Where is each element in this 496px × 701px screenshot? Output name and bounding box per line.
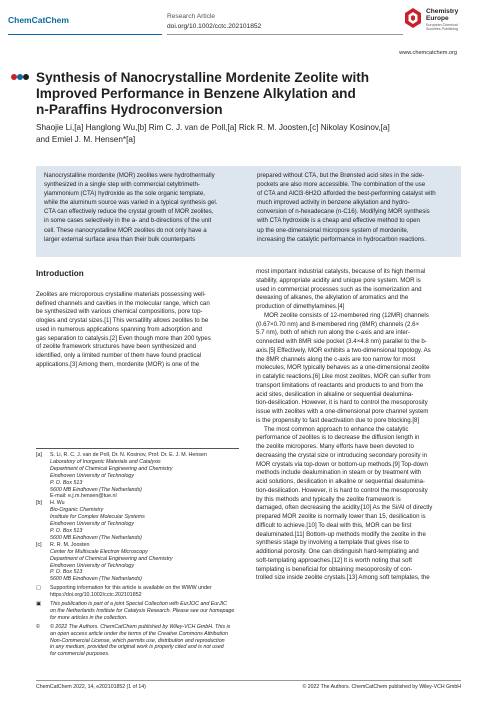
affiliation-c: [c] R. R. M. Joosten Center for Multiscale Electron Microscopy Department of Chemical Engineering and Chemistry Eindhoven University of Technology P. O. Box 513 5600 MB Eindhoven (The Netherlands) <box>36 541 173 583</box>
copyright-icon: © <box>36 623 40 630</box>
page-header <box>0 0 496 40</box>
footer-rule <box>36 680 461 681</box>
article-doi[interactable]: doi.org/10.1002/cctc.202101852 <box>167 23 262 30</box>
affiliation-a: [a] S. Li, R. C. J. van de Poll, Dr. N. Kosinov, Prof. Dr. E. J. M. Hensen Laboratory of Inorganic Materials and Catalysis Department of Chemical Engineering and Chemistry Eindhoven University of Technology P. O. Box 513 5600 MB Eindhoven (The Netherlands) E-mail: e.j.m.hensen@tue.nl <box>36 452 239 500</box>
intro-right-column: most important industrial catalysts, because of its high thermal stability, appropriate acidity and unique pore system. MOR is used in commercial processes such as the isomerization and dewaxing of alkanes, the alkylation of aromatics and the production of dimethylamines.[4] MOR zeolite consists of 12-membered ring (12MR) channels (0.67×0.70 nm) and 8-membered ring (8MR) channels (2.6× 5.7 nm), both of which run along the c-axis and are inter- connected with 8MR side pocket (3.4×4.8 nm) parallel to the b- axis.[5] Effectively, MOR exhibits a two-dimensional topology. As the 8MR channels along the c-axis are too narrow for most molecules, MOR typically behaves as a one-dimensional zeolite in catalytic reactions.[6] Like most zeolites, MOR can suffer from transport limitations of reactants and products to and from the acid sites, desilication in alkaline or sequential dealumina- tion-desilication. However, it is hard to control the mesoporosity issue with zeolites with a one-dimensional pore channel system is the propensity to fast deactivation due to pore blocking.[8] The most common approach to enhance the catalytic performance of zeolites is to decrease the diffusion length in the zeolite micropores. Many efforts have been devoted to decreasing the crystal size or introducing secondary porosity in MOR crystals via top-down or bottom-up methods.[9] Top-down methods include dealumination in steam or by treatment with acid solutions, desilication in alkaline or sequential dealumina- tion-desilication. However, it is hard to control the mesoporosity by this methods and typically the zeolite framework is damaged, often decreasing the acidity.[10] As the Si/Al of directly prepared MOR zeolite is normally lower than 15, desilication is difficult to achieve.[10] To deal with this, MOR can be first dealuminated.[11] Bottom-up methods modify the zeolite in the synthesis stage by involving a template that gives rise to additional porosity. One can distinguish hard-templating and soft-templating approaches.[12] It is worth noting that soft templating is beneficial for obtaining mesoporosity of con- trolled size inside zeolite crystals.[13] Among soft templates, the <box>256 268 433 582</box>
special-collection-note: ▣ This publication is part of a joint Special Collection with EurJOC and EurJIC on the Netherlands Institute for Catalysis Research. Please see our homepage for more articles in the collection. <box>36 601 235 621</box>
open-access-icon <box>10 71 30 83</box>
supporting-info-link[interactable]: https://doi.org/10.1002/cctc.202101852 <box>50 592 142 599</box>
license-note: © © 2022 The Authors. ChemCatChem published by Wiley-VCH GmbH. This is an open access article under the terms of the Creative Commons Attribution Non-Commercial License, which permits use, distribution and reproduction in any medium, provided the original work is properly cited and is not used for commercial purposes. <box>36 623 231 658</box>
supporting-info-note: ▢ Supporting information for this article is available on the WWW under https://doi.org/10.1002/cctc.202101852 <box>36 585 239 599</box>
abstract-right-column: prepared without CTA, but the Brønsted acid sites in the side- pockets are also more accessible. The combination of the use of CTA and AlCl3·6H2O afforded the best-performing catalyst with much improved activity in benzene alkylation and hydro- conversion of n-hexadecane (n-C16). Modifying MOR synthesis with CTA hydroxide is a cheap and effective method to open up the one-dimensional micropore system of mordenite, increasing the catalytic performance in hydrocarbon reactions. <box>257 172 436 243</box>
authors-line-2: and Emiel J. M. Hensen*[a] <box>36 134 136 144</box>
footer-citation: ChemCatChem 2022, 14, e202101852 (1 of 14) <box>36 684 146 690</box>
affiliations-block <box>36 452 239 658</box>
abstract-left-column: Nanocrystalline mordenite (MOR) zeolites were hydrothermally synthesized in a single step with commercial cetyltrimeth- ylammonium (CTA) hydroxide as the sole organic template, while the aluminum source was varied in a typical synthesis gel. CTA can effectively reduce the crystal growth of MOR zeolites, in some cases selectively in the a- and b-directions of the unit cell. These nanocrystalline MOR zeolites do not only have a larger external surface area than their bulk counterparts <box>44 172 218 243</box>
affiliation-divider <box>36 448 239 449</box>
footer-copyright: © 2022 The Authors. ChemCatChem published by Wiley-VCH GmbH <box>302 684 461 690</box>
authors-line-1: Shaojie Li,[a] Hanglong Wu,[b] Rim C. J. van de Poll,[a] Rick R. M. Joosten,[c] Nikolay Kosinov,[a] <box>36 123 390 132</box>
collection-icon: ▣ <box>36 601 42 608</box>
header-rule-2 <box>167 34 403 35</box>
header-rule <box>8 34 162 35</box>
title-block <box>36 70 456 119</box>
supporting-info-icon: ▢ <box>36 585 42 592</box>
chemistry-europe-icon <box>403 7 423 29</box>
publisher-logo <box>400 3 492 37</box>
website-url[interactable]: www.chemcatchem.org <box>399 50 457 56</box>
section-heading-introduction: Introduction <box>36 269 84 278</box>
intro-left-column <box>36 270 239 370</box>
publisher-name: Chemistry Europe <box>426 8 459 22</box>
affiliation-b: [b] H. Wu Bio-Organic Chemistry Institute for Complex Molecular Systems Eindhoven University of Technology P. O. Box 513 5600 MB Eindhoven (The Netherlands) <box>36 500 145 541</box>
contact-email[interactable]: E-mail: e.j.m.hensen@tue.nl <box>50 493 117 500</box>
author-list <box>36 122 466 146</box>
article-type: Research Article <box>167 13 216 20</box>
article-title: Synthesis of Nanocrystalline Mordenite Zeolite with Improved Performance in Benzene Alkylation and n-Paraffins Hydroconversion <box>36 70 370 118</box>
intro-paragraph: Zeolites are microporous crystalline materials possessing well- defined channels and cavities in the molecular range, which can be synthesized with various chemical compositions, pore top- ologies and crystal sizes.[1] This versatility allows zeolites to be used in numerous applications spanning from adsorption and gas separation to catalysis.[2] Even though more than 200 types of zeolite framework structures have been synthesized and identified, only a limited number of them have found practical applications.[3] Among them, mordenite (MOR) is one of the <box>36 290 211 368</box>
journal-name: ChemCatChem <box>8 15 69 25</box>
publisher-subtitle: European Chemical Societies Publishing <box>426 23 459 32</box>
abstract-box <box>36 166 461 257</box>
